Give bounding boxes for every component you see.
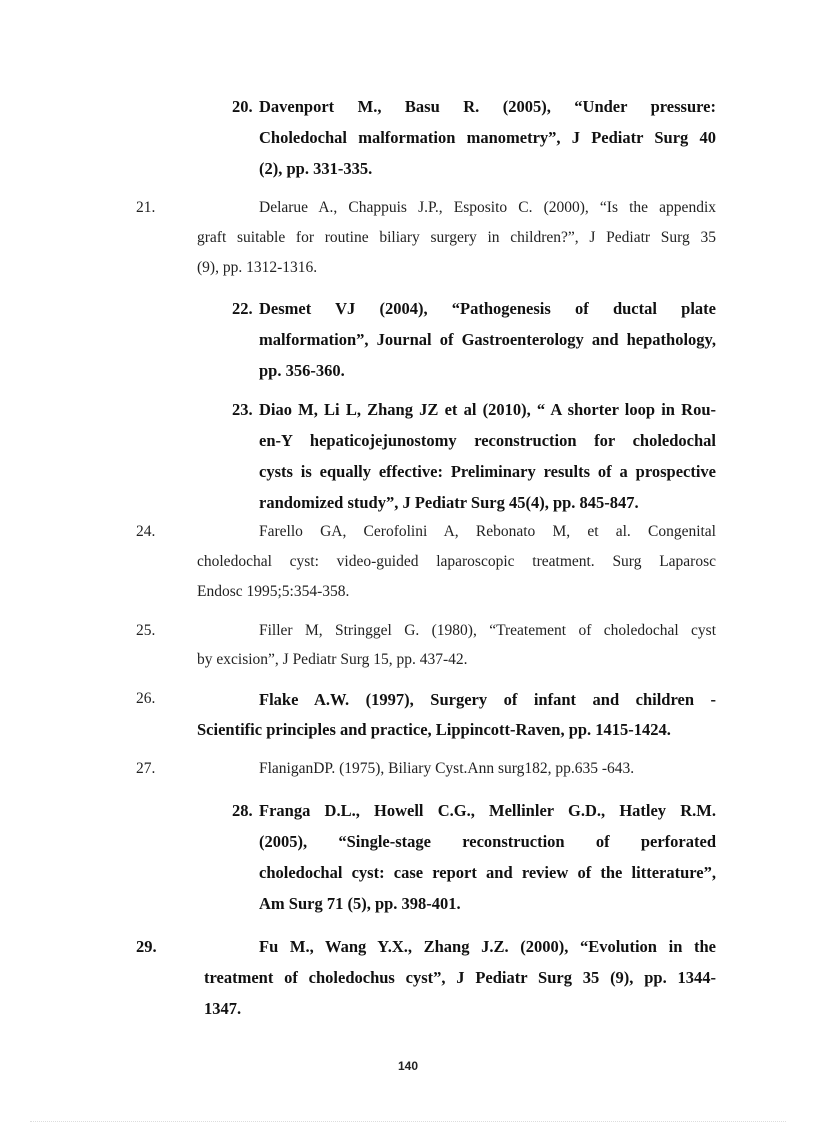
reference-number: 28. <box>232 801 253 820</box>
reference-number: 23. <box>232 400 253 419</box>
reference-line: graft suitable for routine biliary surgery in children?”, J Pediatr Surg 35 <box>197 229 716 246</box>
reference-line: randomized study”, J Pediatr Surg 45(4), pp. 845-847. <box>259 493 639 512</box>
reference-line: Farello GA, Cerofolini A, Rebonato M, et al. Congenital <box>259 523 716 540</box>
reference-line: Delarue A., Chappuis J.P., Esposito C. (2000), “Is the appendix <box>259 199 716 216</box>
reference-line: Choledochal malformation manometry”, J Pediatr Surg 40 <box>259 128 716 147</box>
reference-line: Diao M, Li L, Zhang JZ et al (2010), “ A shorter loop in Rou- <box>259 400 716 419</box>
reference-line: by excision”, J Pediatr Surg 15, pp. 437-42. <box>197 651 468 668</box>
reference-number: 24. <box>136 523 156 540</box>
reference-line: Scientific principles and practice, Lippincott-Raven, pp. 1415-1424. <box>197 720 671 739</box>
reference-line: malformation”, Journal of Gastroenterology and hepathology, <box>259 330 716 349</box>
reference-line: Fu M., Wang Y.X., Zhang J.Z. (2000), “Evolution in the <box>259 937 716 956</box>
reference-number: 29. <box>136 937 157 956</box>
reference-number: 25. <box>136 622 156 639</box>
reference-number: 20. <box>232 97 253 116</box>
reference-number: 21. <box>136 199 156 216</box>
reference-line: Am Surg 71 (5), pp. 398-401. <box>259 894 461 913</box>
reference-line: Endosc 1995;5:354-358. <box>197 583 350 600</box>
page-bottom-divider <box>30 1121 786 1122</box>
reference-number: 22. <box>232 299 253 318</box>
reference-line: FlaniganDP. (1975), Biliary Cyst.Ann surg182, pp.635 -643. <box>259 760 635 777</box>
reference-line: Franga D.L., Howell C.G., Mellinler G.D., Hatley R.M. <box>259 801 716 820</box>
reference-line: (2), pp. 331-335. <box>259 159 373 178</box>
reference-line: treatment of choledochus cyst”, J Pediatr Surg 35 (9), pp. 1344- <box>204 968 716 987</box>
reference-line: choledochal cyst: case report and review of the litterature”, <box>259 863 716 882</box>
reference-line: cysts is equally effective: Preliminary results of a prospective <box>259 462 716 481</box>
page-number: 140 <box>397 1059 419 1073</box>
reference-line: Flake A.W. (1997), Surgery of infant and children - <box>259 690 716 709</box>
reference-line: Filler M, Stringgel G. (1980), “Treatement of choledochal cyst <box>259 622 716 639</box>
reference-line: choledochal cyst: video-guided laparoscopic treatment. Surg Laparosc <box>197 553 716 570</box>
reference-line: en-Y hepaticojejunostomy reconstruction for choledochal <box>259 431 716 450</box>
reference-line: Davenport M., Basu R. (2005), “Under pressure: <box>259 97 716 116</box>
reference-line: (2005), “Single-stage reconstruction of perforated <box>259 832 716 851</box>
reference-number: 26. <box>136 690 156 707</box>
reference-line: Desmet VJ (2004), “Pathogenesis of ductal plate <box>259 299 716 318</box>
reference-line: 1347. <box>204 999 242 1018</box>
reference-number: 27. <box>136 760 156 777</box>
reference-line: (9), pp. 1312-1316. <box>197 259 318 276</box>
reference-line: pp. 356-360. <box>259 361 345 380</box>
